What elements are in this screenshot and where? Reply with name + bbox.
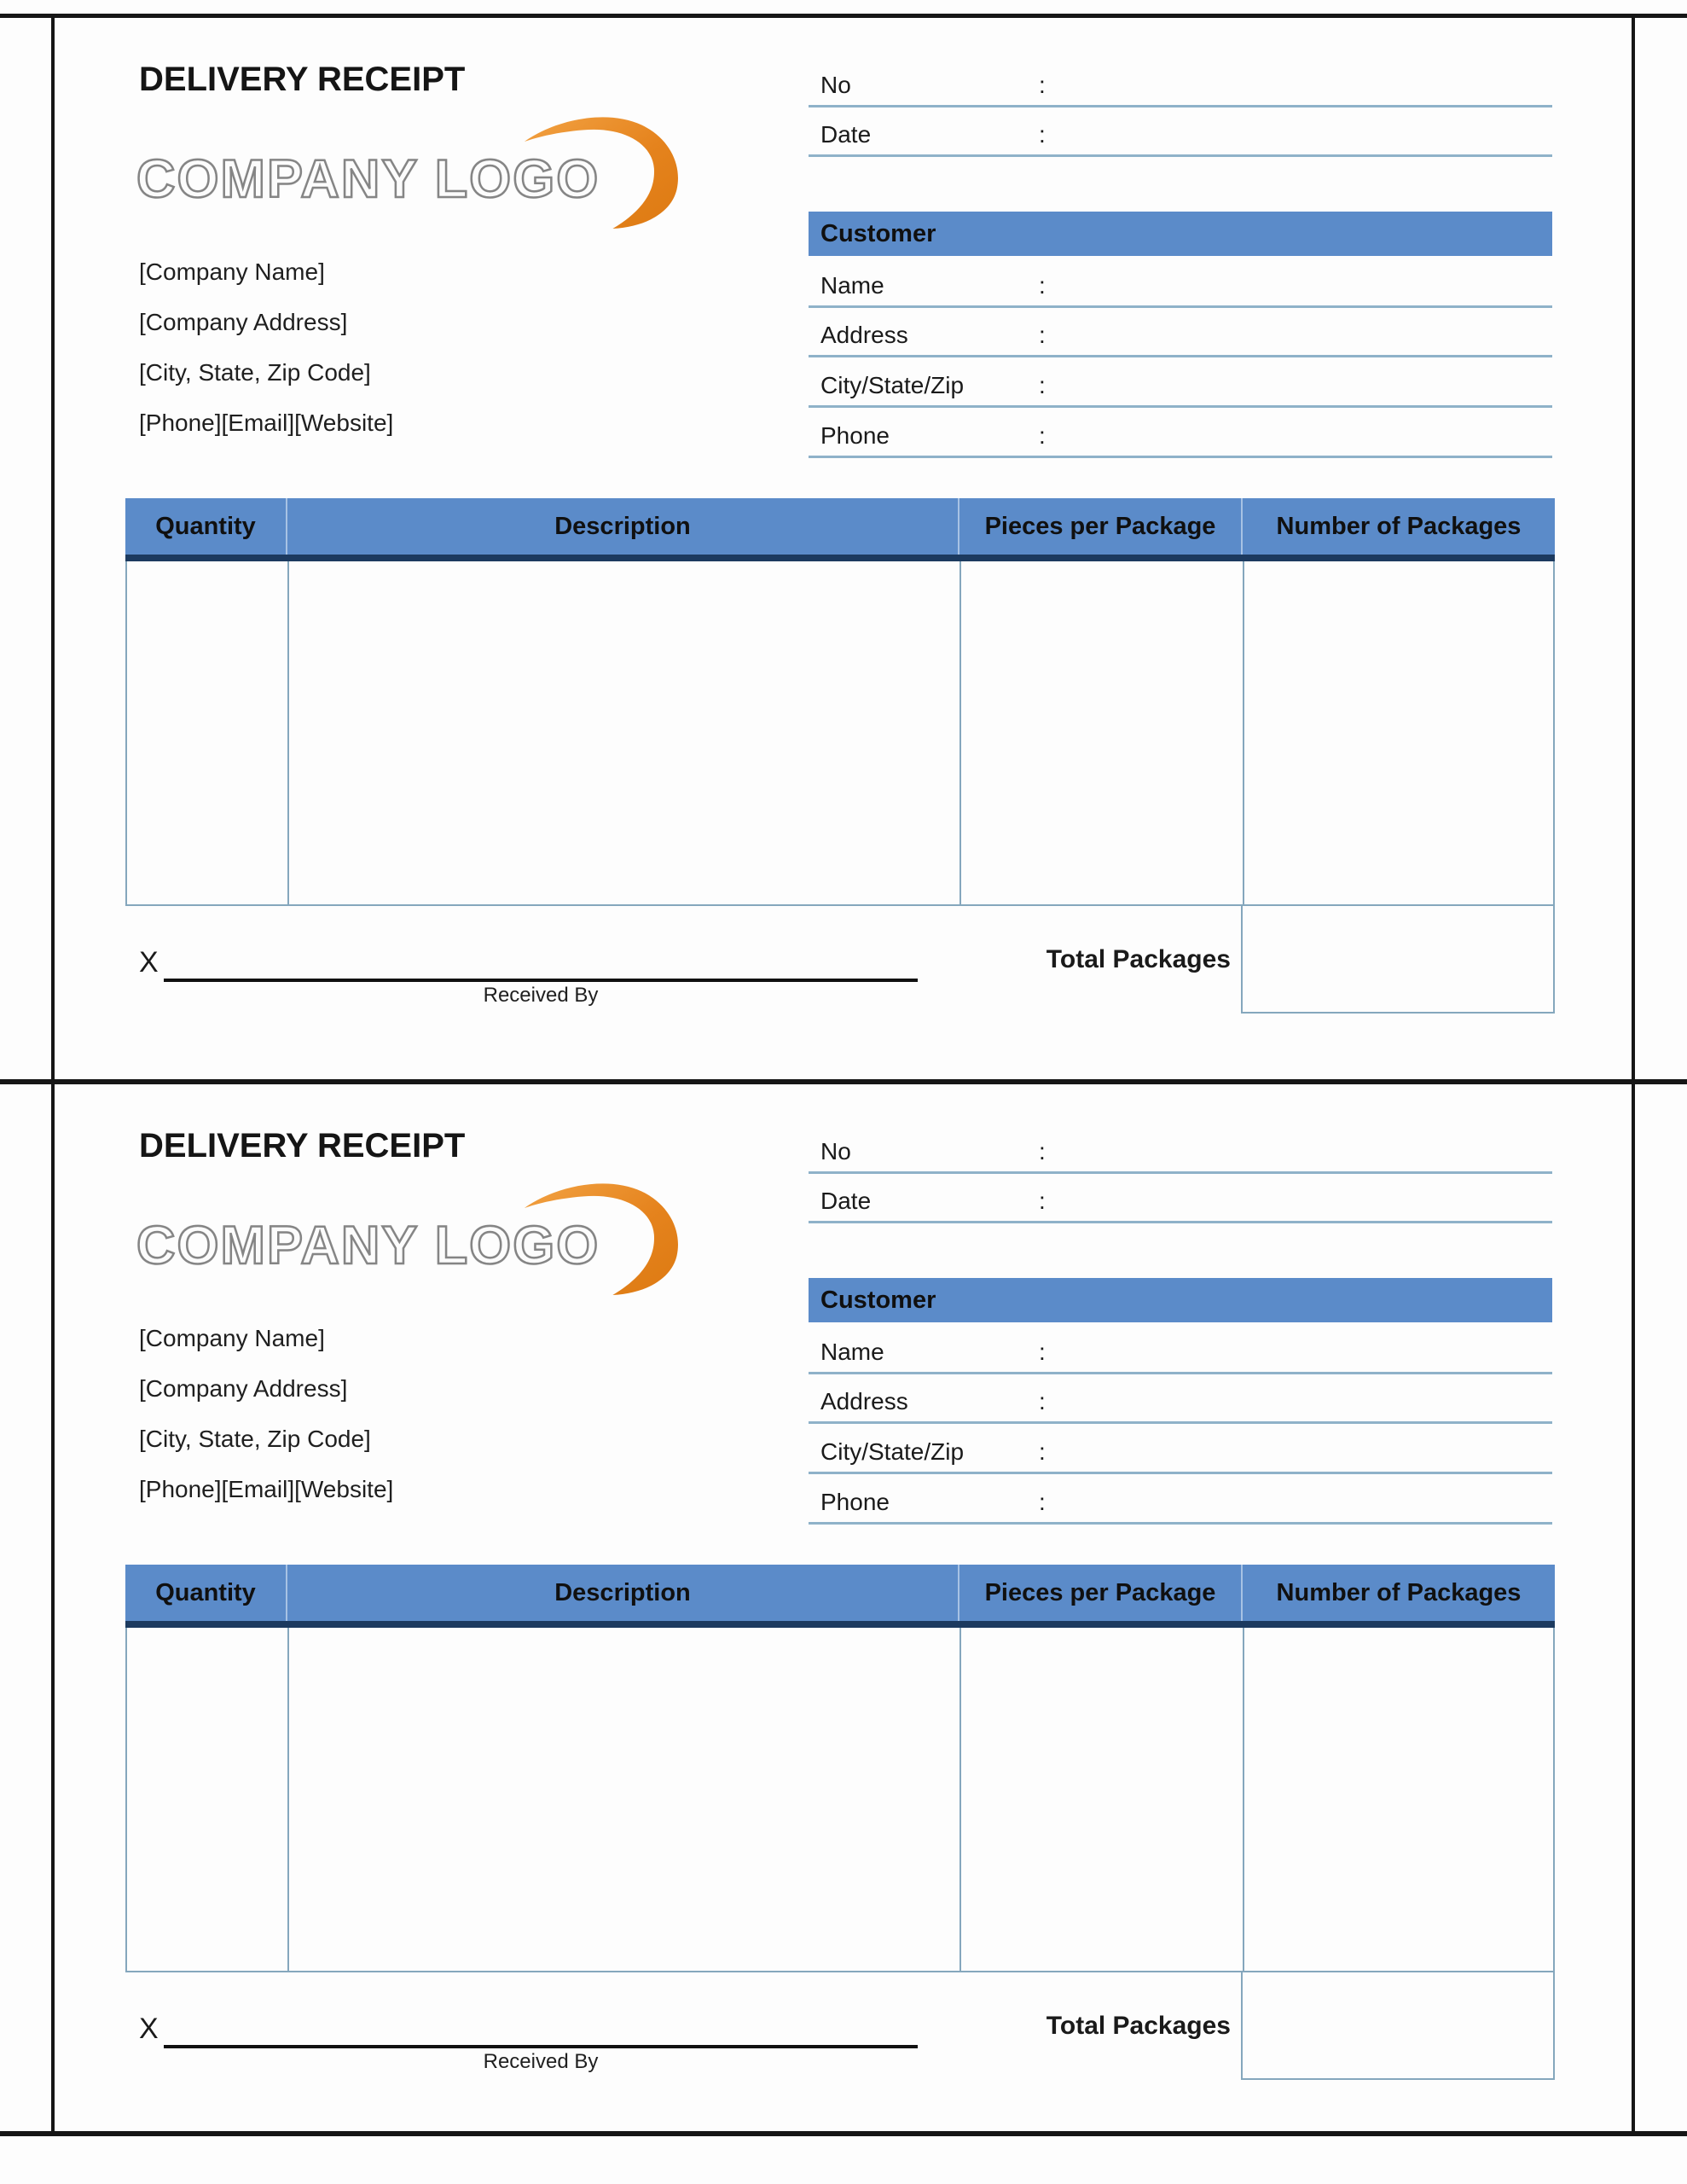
company-address-placeholder: [Company Address] bbox=[139, 1375, 348, 1402]
customer-section-header: Customer bbox=[809, 212, 1552, 256]
field-citystatezip-label: City/State/Zip bbox=[820, 1438, 965, 1465]
field-no-colon: : bbox=[1039, 1138, 1046, 1165]
field-no[interactable] bbox=[809, 1134, 1552, 1174]
field-phone-colon: : bbox=[1039, 422, 1046, 449]
company-address-placeholder: [Company Address] bbox=[139, 309, 348, 335]
received-by-caption: Received By bbox=[483, 984, 599, 1007]
field-date[interactable] bbox=[809, 114, 1552, 157]
total-packages-label: Total Packages bbox=[1046, 945, 1231, 973]
field-customer-phone[interactable] bbox=[809, 1482, 1552, 1525]
field-customer-citystatezip[interactable] bbox=[809, 1432, 1552, 1474]
column-header-quantity: Quantity bbox=[155, 1578, 256, 1606]
items-table-body bbox=[125, 1628, 1555, 1972]
company-contact-placeholder: [Phone][Email][Website] bbox=[139, 1476, 394, 1502]
received-by-caption: Received By bbox=[483, 2050, 599, 2073]
field-address-label: Address bbox=[820, 1388, 908, 1414]
field-name-label: Name bbox=[820, 1339, 884, 1365]
items-table-body bbox=[125, 561, 1555, 906]
receipt-copy-2 bbox=[0, 1084, 1687, 2146]
items-table-header bbox=[125, 498, 1555, 561]
page-title: DELIVERY RECEIPT bbox=[139, 61, 466, 98]
page-title: DELIVERY RECEIPT bbox=[139, 1127, 466, 1165]
field-address-colon: : bbox=[1039, 1388, 1046, 1414]
field-date[interactable] bbox=[809, 1181, 1552, 1223]
field-customer-name[interactable] bbox=[809, 1332, 1552, 1374]
field-citystatezip-label: City/State/Zip bbox=[820, 372, 965, 398]
field-customer-name[interactable] bbox=[809, 265, 1552, 308]
logo-text: COMPANY LOGO bbox=[136, 149, 600, 209]
company-logo bbox=[136, 1178, 716, 1315]
signature-x-mark: X bbox=[139, 946, 159, 979]
field-phone-label: Phone bbox=[820, 422, 890, 449]
column-header-pieces-per-package: Pieces per Package bbox=[958, 498, 1241, 555]
field-customer-phone[interactable] bbox=[809, 415, 1552, 458]
field-citystatezip-colon: : bbox=[1039, 372, 1046, 398]
items-table bbox=[125, 1565, 1555, 1972]
field-no-colon: : bbox=[1039, 72, 1046, 98]
field-phone-colon: : bbox=[1039, 1489, 1046, 1515]
cell-quantity[interactable] bbox=[127, 561, 287, 904]
signature-line[interactable] bbox=[164, 2011, 918, 2048]
company-name-placeholder: [Company Name] bbox=[139, 1325, 325, 1351]
field-no-label: No bbox=[820, 72, 851, 98]
field-customer-address[interactable] bbox=[809, 1381, 1552, 1424]
customer-section-header: Customer bbox=[809, 1278, 1552, 1322]
company-name-placeholder: [Company Name] bbox=[139, 258, 325, 285]
items-table-header bbox=[125, 1565, 1555, 1628]
field-name-label: Name bbox=[820, 272, 884, 299]
company-contact-placeholder: [Phone][Email][Website] bbox=[139, 410, 394, 436]
field-name-colon: : bbox=[1039, 1339, 1046, 1365]
logo-text: COMPANY LOGO bbox=[136, 1216, 600, 1275]
field-customer-address[interactable] bbox=[809, 315, 1552, 357]
cell-number-of-packages[interactable] bbox=[1243, 561, 1553, 904]
cell-quantity[interactable] bbox=[127, 1628, 287, 1971]
column-header-number-of-packages: Number of Packages bbox=[1241, 1565, 1555, 1621]
total-packages-box[interactable] bbox=[1241, 1972, 1555, 2080]
column-header-quantity: Quantity bbox=[155, 512, 256, 540]
field-date-colon: : bbox=[1039, 1188, 1046, 1214]
field-no[interactable] bbox=[809, 67, 1552, 107]
field-address-colon: : bbox=[1039, 322, 1046, 348]
column-header-pieces-per-package: Pieces per Package bbox=[958, 1565, 1241, 1621]
company-info-block bbox=[139, 1313, 393, 1514]
column-header-description: Description bbox=[286, 498, 958, 555]
field-date-label: Date bbox=[820, 121, 872, 148]
cell-pieces-per-package[interactable] bbox=[959, 1628, 1243, 1971]
field-customer-citystatezip[interactable] bbox=[809, 365, 1552, 408]
company-logo bbox=[136, 112, 716, 248]
total-packages-box[interactable] bbox=[1241, 906, 1555, 1014]
field-date-label: Date bbox=[820, 1188, 872, 1214]
company-city-placeholder: [City, State, Zip Code] bbox=[139, 359, 371, 386]
total-packages-label: Total Packages bbox=[1046, 2012, 1231, 2040]
signature-line[interactable] bbox=[164, 944, 918, 982]
field-no-label: No bbox=[820, 1138, 851, 1165]
field-address-label: Address bbox=[820, 322, 908, 348]
cell-description[interactable] bbox=[287, 561, 959, 904]
cell-description[interactable] bbox=[287, 1628, 959, 1971]
column-header-number-of-packages: Number of Packages bbox=[1241, 498, 1555, 555]
receipt-copy-1 bbox=[0, 18, 1687, 1079]
company-city-placeholder: [City, State, Zip Code] bbox=[139, 1426, 371, 1452]
field-citystatezip-colon: : bbox=[1039, 1438, 1046, 1465]
cell-pieces-per-package[interactable] bbox=[959, 561, 1243, 904]
items-table bbox=[125, 498, 1555, 906]
field-date-colon: : bbox=[1039, 121, 1046, 148]
company-info-block bbox=[139, 247, 393, 448]
cell-number-of-packages[interactable] bbox=[1243, 1628, 1553, 1971]
signature-x-mark: X bbox=[139, 2013, 159, 2045]
field-phone-label: Phone bbox=[820, 1489, 890, 1515]
column-header-description: Description bbox=[286, 1565, 958, 1621]
field-name-colon: : bbox=[1039, 272, 1046, 299]
